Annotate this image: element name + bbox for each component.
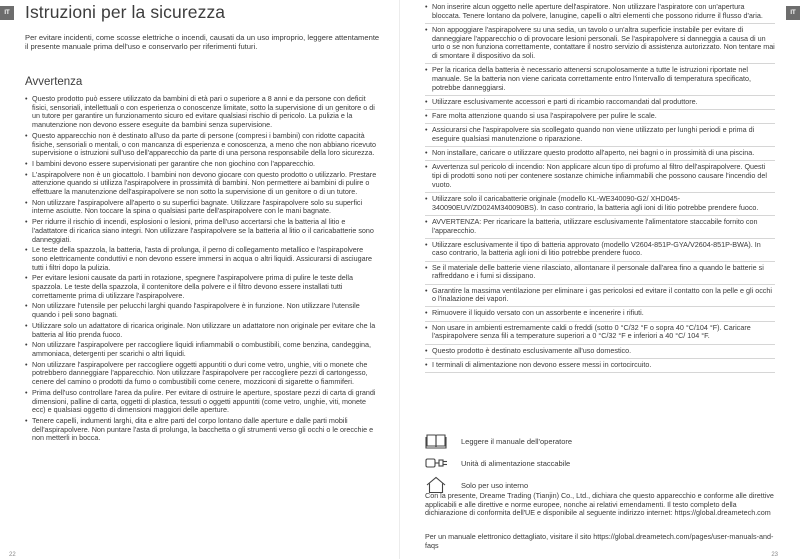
legend-row-manual xyxy=(425,430,775,452)
warning-item: • Per la ricarica della batteria è necessario attenersi scrupolosamente a tutte le istruzioni riportate nel manuale. Se la batteria non viene caricata correttamente entro l'intervallo di temperatura specificato, potrebbe danneggiarsi. xyxy=(425,66,775,96)
warning-item: • Prima dell'uso controllare l'area da pulire. Per evitare di ostruire le aperture, spostare pezzi di carta di grandi dimensioni, palline di carta, oggetti di plastica, tessuti o oggetti appuntiti (come vetro, unghie, viti, monete ecc) e qualsiasi oggetto di dimensioni maggiori delle aperture. xyxy=(25,389,377,415)
warning-list-left xyxy=(25,95,377,445)
warning-item: • Per ridurre il rischio di incendi, esplosioni o lesioni, prima dell'uso accertarsi che la batteria al litio e l'adattatore di ricarica siano integri. Non utilizzare l'aspirapolvere se la batteria al litio o il caricabatterie sono danneggiati. xyxy=(25,218,377,244)
page-title: Istruzioni per la sicurezza xyxy=(25,2,226,22)
warning-item: • Non usare in ambienti estremamente caldi o freddi (sotto 0 °C/32 °F o sopra 40 °C/104 °F). Caricare l'aspirapolvere senza fili a temperature superiori a 0 °C/32 °F e inferiori a 40 °C/ 104 °F. xyxy=(425,324,775,345)
page-number: 22 xyxy=(9,552,16,558)
page-number: 23 xyxy=(771,552,778,558)
warning-item: • Non inserire alcun oggetto nelle aperture dell'aspiratore. Non utilizzare l'aspiratore con un'apertura bloccata. Tenere lontano da polvere, lanugine, capelli o altri elementi che possono ridurre il flusso d'aria. xyxy=(425,3,775,24)
power-supply-icon xyxy=(425,454,453,472)
warning-item: • Avvertenza sul pericolo di incendio: Non applicare alcun tipo di profumo al filtro dell'aspirapolvere. Questi tipi di prodotti sono noti per contenere sostanze chimiche infiammabili che possono causare l'incendio del vuoto. xyxy=(425,163,775,193)
warning-item: • Le teste della spazzola, la batteria, l'asta di prolunga, il perno di collegamento metallico e l'aspirapolvere sono elettricamente conduttivi e non devono essere immersi in acqua o altri liquidi. Assicurarsi di asciugare tutti i filtri dopo la pulizia. xyxy=(25,246,377,272)
warning-item: • Tenere capelli, indumenti larghi, dita e altre parti del corpo lontano dalle aperture e dalle parti mobili dell'aspirapolvere. Non puntare l'asta di prolunga, la bacchetta o gli strumenti verso gli occhi o le orecchie e non metterli in bocca. xyxy=(25,417,377,443)
warning-item: • Non utilizzare l'aspirapolvere all'aperto o su superfici bagnate. Utilizzare l'aspirapolvere solo su superfici interne asciutte. Non toccare la spina o qualsiasi parte dell'aspirapolvere con le mani bagnate. xyxy=(25,199,377,216)
legend-label: Leggere il manuale dell'operatore xyxy=(461,436,573,446)
warning-item: • Rimuovere il liquido versato con un assorbente e incenerire i rifiuti. xyxy=(425,309,775,321)
warning-item: • I bambini devono essere supervisionati per garantire che non giochino con l'apparecchio. xyxy=(25,160,377,169)
book-icon xyxy=(425,432,453,450)
legend-label: Unità di alimentazione staccabile xyxy=(461,458,571,468)
warning-item: • Utilizzare esclusivamente accessori e parti di ricambio raccomandati dal produttore. xyxy=(425,98,775,110)
declaration-paragraph: Con la presente, Dreame Trading (Tianjin) Co., Ltd., dichiara che questo apparecchio e conforme alle direttive applicabili e alle direttive e norme europee, nonche ai relativi emendamenti. Il testo completo della dichiarazione di conformita dell'UE e disponibile al seguente indirizzo internet: https://global.dreametech.com xyxy=(425,491,774,518)
warning-item: • Utilizzare solo un adattatore di ricarica originale. Non utilizzare un adattatore non originale per evitare che la batteria al litio prenda fuoco. xyxy=(25,322,377,339)
warning-item: • Non utilizzare l'aspirapolvere per raccogliere oggetti appuntiti o duri come vetro, unghie, viti o monete che potrebbero danneggiare l'apparecchio. Non utilizzare l'aspirapolvere per raccogliere pezzi di cartongesso, cenere del camino o prodotti da fumo o combustibili come cenere, mozziconi di sigarette o fiammiferi. xyxy=(25,361,377,387)
warning-item: • Non utilizzare l'utensile per pelucchi larghi quando l'aspirapolvere è in funzione. Non utilizzare l'utensile quando i peli sono bagnati. xyxy=(25,302,377,319)
warning-item: • Assicurarsi che l'aspirapolvere sia scollegato quando non viene utilizzato per lunghi periodi e prima di eseguire qualsiasi manutenzione o riparazione. xyxy=(425,126,775,147)
warning-item: • L'aspirapolvere non è un giocattolo. I bambini non devono giocare con questo prodotto o utilizzarlo. Prestare attenzione quando si utilizza l'aspirapolvere in prossimità di bambini. Non permettere ai bambini di pulire o effettuare la manutenzione dell'aspirapolvere se non sotto la supervisione di un genitore o di un tutore. xyxy=(25,171,377,197)
warning-item: • I terminali di alimentazione non devono essere messi in cortocircuito. xyxy=(425,361,775,373)
warning-item: • Non utilizzare l'aspirapolvere per raccogliere liquidi infiammabili o combustibili, come benzina, candeggina, ammoniaca, detergenti per scarichi o altri liquidi. xyxy=(25,341,377,358)
symbol-legend xyxy=(425,430,775,496)
manual-info-paragraph: Per un manuale elettronico dettagliato, visitare il sito https://global.dreametech.com/pages/user-manuals-and-faqs xyxy=(425,532,774,550)
language-tab: IT xyxy=(0,6,14,20)
warning-item: • AVVERTENZA: Per ricaricare la batteria, utilizzare esclusivamente l'alimentatore staccabile fornito con l'apparecchio. xyxy=(425,218,775,239)
warning-item: • Questo apparecchio non è destinato all'uso da parte di persone (compresi i bambini) con ridotte capacità fisiche, sensoriali o mentali, o con mancanza di esperienza e conoscenza, a meno che non abbiano ricevuto supervisione o istruzioni sull'uso dell'apparecchio da parte di una persona responsabile della loro sicurezza. xyxy=(25,132,377,158)
warning-item: • Per evitare lesioni causate da parti in rotazione, spegnere l'aspirapolvere prima di pulire le teste della spazzola. Le teste della spazzola, il contenitore della polvere e il filtro devono essere installati tutti correttamente prima di utilizzare l'aspirapolvere. xyxy=(25,274,377,300)
warning-item: • Questo prodotto può essere utilizzato da bambini di età pari o superiore a 8 anni e da persone con deficit fisici, sensoriali, intellettuali o con esperienza o conoscenze limitate, sotto la supervisione di un genitore o di un tutore per garantire un funzionamento sicuro ed evitare qualsiasi rischio di pericolo. La pulizia e la manutenzione non devono essere eseguite da bambini senza supervisione. xyxy=(25,95,377,130)
right-page xyxy=(400,0,800,559)
warning-item: • Non appoggiare l'aspirapolvere su una sedia, un tavolo o un'altra superficie instabile per evitare di danneggiare l'apparecchio o di provocare lesioni personali. Se l'aspirapolvere si danneggia a causa di un urto o se non funziona correttamente, contattare il nostro servizio di assistenza autorizzato. Non tentare mai di smontare il dispositivo da soli. xyxy=(425,26,775,64)
section-title: Avvertenza xyxy=(25,76,83,88)
legend-label: Solo per uso interno xyxy=(461,480,529,490)
intro-paragraph: Per evitare incidenti, come scosse elettriche o incendi, causati da un uso improprio, leggere attentamente il presente manuale prima dell'uso e conservarlo per riferimenti futuri. xyxy=(25,33,380,52)
warning-item: • Utilizzare solo il caricabatterie originale (modello KL-WE340090-G2/ XHD045-340090EUV/ZD024M340090BS). In caso contrario, la batteria agli ioni di litio potrebbe prendere fuoco. xyxy=(425,195,775,216)
language-tab: IT xyxy=(786,6,800,20)
warning-item: • Se il materiale delle batterie viene rilasciato, allontanare il personale dall'area fino a quando le batterie si raffreddano e i fumi si dissipano. xyxy=(425,264,775,285)
warning-item: • Garantire la massima ventilazione per eliminare i gas pericolosi ed evitare il contatto con la pelle e gli occhi o l'inalazione dei vapori. xyxy=(425,287,775,308)
warning-item: • Utilizzare esclusivamente il tipo di batteria approvato (modello V2604-851P-GYA/V2604-851P-BWA). In caso contrario, la batteria agli ioni di litio potrebbe prendere fuoco. xyxy=(425,241,775,262)
warning-item: • Fare molta attenzione quando si usa l'aspirapolvere per pulire le scale. xyxy=(425,112,775,124)
legend-row-power xyxy=(425,452,775,474)
warning-list-right xyxy=(425,3,775,375)
warning-item: • Questo prodotto è destinato esclusivamente all'uso domestico. xyxy=(425,347,775,359)
warning-item: • Non installare, caricare o utilizzare questo prodotto all'aperto, nei bagni o in prossimità di una piscina. xyxy=(425,149,775,161)
